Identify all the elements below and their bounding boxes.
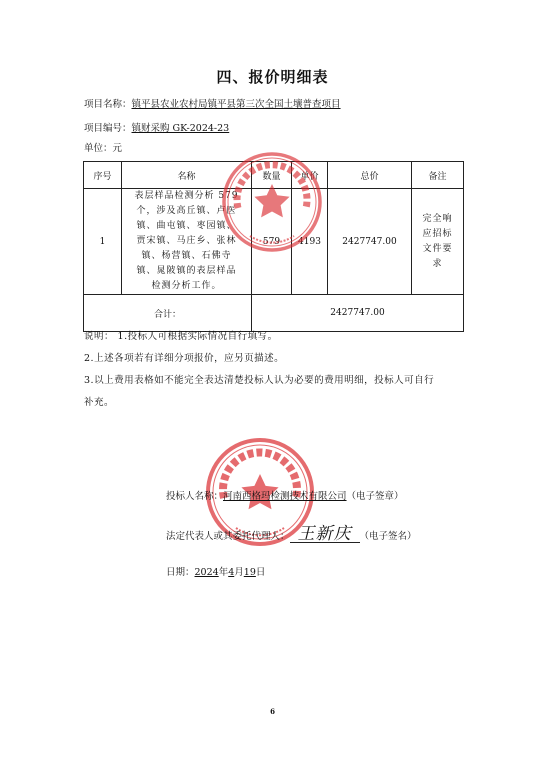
date-day-unit: 日 <box>255 567 266 578</box>
bidder-label: 投标人名称： <box>166 491 224 502</box>
header-cell: 总价 <box>328 162 412 189</box>
row-remark <box>412 189 464 295</box>
row-remark-line: 完全响 <box>422 213 453 224</box>
date-day: 19 <box>243 567 256 578</box>
total-value: 2427747.00 <box>252 295 464 332</box>
row-name-line: 镇、晁陂镇的表层样品 <box>136 266 237 276</box>
date-month-unit: 月 <box>234 567 244 578</box>
unit-label: 单位：元 <box>84 143 123 154</box>
project-number-line <box>84 120 229 134</box>
representative-suffix: （电子签名） <box>359 531 417 542</box>
date-year: 2024 <box>194 567 219 578</box>
date-month: 4 <box>228 567 235 578</box>
project-number-value: 镇财采购 GK-2024-23 <box>131 123 230 134</box>
row-remark-line: 应招标 <box>422 228 453 239</box>
project-name-value: 镇平县农业农村局镇平县第三次全国土壤普查项目 <box>131 99 341 110</box>
header-cell: 名称 <box>122 162 252 189</box>
note-line-3-cont: 补充。 <box>84 397 115 408</box>
header-cell: 单价 <box>292 162 328 189</box>
bidder-line <box>166 488 404 502</box>
project-name-label: 项目名称： <box>84 99 132 110</box>
header-cell: 备注 <box>412 162 464 189</box>
row-total: 2427747.00 <box>328 189 412 295</box>
company-seal-stamp <box>220 150 324 254</box>
row-name-line: 贾宋镇、马庄乡、张林 <box>136 236 237 246</box>
row-index: 1 <box>84 189 122 295</box>
row-quantity: 579 <box>252 189 292 295</box>
row-name-line: 检测分析工作。 <box>151 281 222 291</box>
header-cell: 数量 <box>252 162 292 189</box>
row-remark-line: 求 <box>432 258 443 269</box>
note-line-3: 3.以上费用表格如不能完全表达清楚投标人认为必要的费用明细，投标人可自行 <box>84 375 435 386</box>
row-name-line: 个，涉及高丘镇、卢医 <box>136 206 237 216</box>
date-label: 日期： <box>166 567 195 578</box>
date-year-unit: 年 <box>218 567 229 578</box>
note-line-2: 2.上述各项若有详细分项报价，应另页描述。 <box>84 353 285 364</box>
row-unit-price: 4193 <box>292 189 328 295</box>
page-number: 6 <box>270 707 275 716</box>
header-cell: 序号 <box>84 162 122 189</box>
total-label: 合计： <box>84 295 252 332</box>
representative-label: 法定代表人或其委托代理人： <box>166 531 290 542</box>
page-title: 四、报价明细表 <box>216 68 329 86</box>
row-name-line: 镇、曲屯镇、枣园镇、 <box>136 221 237 231</box>
project-number-label: 项目编号： <box>84 123 132 134</box>
date-line <box>166 564 265 578</box>
project-name-line <box>84 96 341 110</box>
row-name-line: 镇、杨营镇、石佛寺 <box>141 251 232 261</box>
handwritten-signature: 王新庆 <box>290 526 360 543</box>
row-remark-line: 文件要 <box>422 243 453 254</box>
note-line-1: 说明： 1.投标人可根据实际情况自行填写。 <box>84 331 278 342</box>
bidder-name: 河南西格玛检测技术有限公司 <box>223 491 347 502</box>
row-name-line: 表层样品检测分析 579 <box>134 191 239 201</box>
representative-line <box>166 526 417 543</box>
bidder-suffix: （电子签章） <box>346 491 404 502</box>
